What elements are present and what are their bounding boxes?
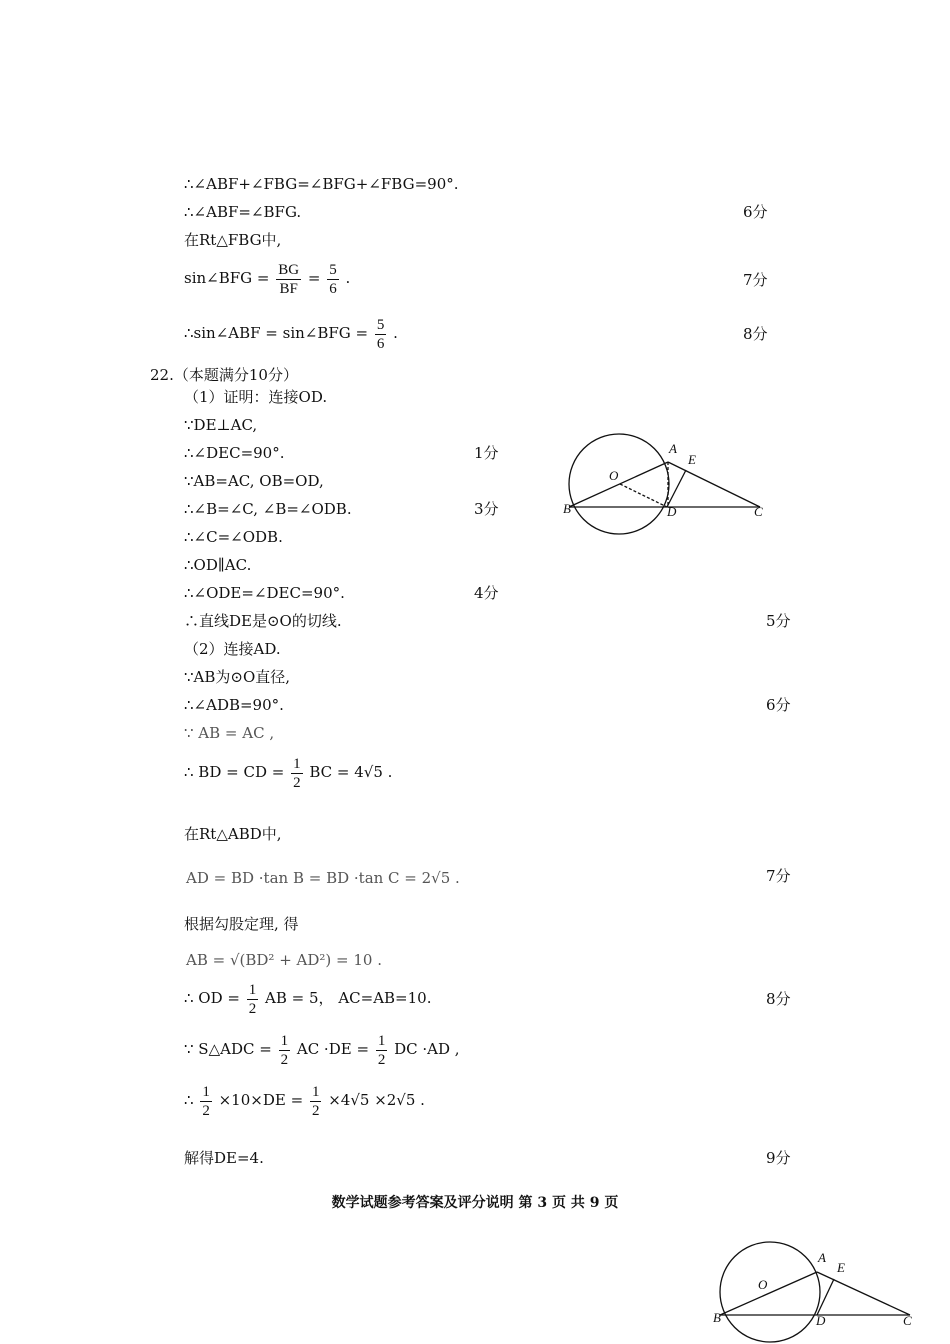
- circle-o-2: [720, 1242, 820, 1342]
- line-ad-tan: AD = BD ·tan B = BD ·tan C = 2√5 .: [186, 869, 460, 887]
- segment-de: [667, 470, 686, 507]
- line-pythagoras: 根据勾股定理, 得: [184, 915, 299, 933]
- fraction-5-6-b: $\frac{5}{6}$: [376, 316, 385, 352]
- fraction-half-e: $\frac{1}{2}$: [202, 1083, 210, 1119]
- line-area-adc: ∵ S△ADC = $\frac{1}{2}$ AC ·DE = $\frac{1}{2}$ DC ·AD ,: [184, 1032, 460, 1068]
- line-adb-90: ∴∠ADB=90°.: [184, 696, 284, 714]
- score-9: 9分: [766, 1149, 791, 1167]
- label-o-2: O: [758, 1277, 768, 1292]
- geometry-figure-main: [558, 428, 768, 543]
- fraction-bg-bf: $\frac{BG}{BF}$: [278, 261, 300, 297]
- line-in-rt-abd: 在Rt△ABD中,: [184, 825, 282, 843]
- score-8a: 8分: [743, 325, 768, 343]
- label-d-2: D: [816, 1313, 826, 1328]
- label-b: B: [563, 501, 571, 516]
- line-c-odb: ∴∠C=∠ODB.: [184, 528, 283, 546]
- label-a: A: [669, 441, 677, 456]
- fraction-half-b: $\frac{1}{2}$: [248, 981, 257, 1017]
- segment-ac: [668, 462, 760, 507]
- line-ab-sqrt: AB = √(BD² + AD²) = 10 .: [186, 951, 382, 969]
- line-bd-cd: ∴ BD = CD = $\frac{1}{2}$ BC = 4√5 .: [184, 755, 393, 791]
- score-3: 3分: [474, 500, 499, 518]
- line-od-half-ab: ∴ OD = $\frac{1}{2}$ AB = 5， AC=AB=10.: [184, 981, 432, 1017]
- fraction-half-a: $\frac{1}{2}$: [293, 755, 301, 791]
- fraction-half-f: $\frac{1}{2}$: [311, 1083, 320, 1119]
- line-in-rt-fbg: 在Rt△FBG中,: [184, 231, 282, 249]
- label-c-2: C: [903, 1313, 912, 1328]
- score-5: 5分: [766, 612, 791, 630]
- label-o: O: [609, 468, 619, 483]
- line-de-perp-ac: ∵DE⊥AC,: [184, 416, 258, 434]
- line-solve-de: ∴ $\frac{1}{2}$ ×10×DE = $\frac{1}{2}$ ×4√5 ×2√5 .: [184, 1083, 425, 1119]
- line-od-parallel-ac: ∴OD∥AC.: [184, 556, 252, 574]
- score-7b: 7分: [766, 867, 791, 885]
- question-22-header: 22.（本题满分10分）: [150, 366, 298, 384]
- line-ode-90: ∴∠ODE=∠DEC=90°.: [184, 584, 345, 602]
- page-footer: 数学试题参考答案及评分说明 第 3 页 共 9 页: [331, 1195, 619, 1211]
- label-a-2: A: [818, 1250, 826, 1265]
- fraction-half-d: $\frac{1}{2}$: [377, 1032, 386, 1068]
- line-de-result: 解得DE=4.: [184, 1149, 264, 1167]
- segment-od-dashed: [620, 484, 667, 507]
- line-ab-ac-ob-od: ∵AB=AC, OB=OD,: [184, 472, 324, 490]
- score-8b: 8分: [766, 990, 791, 1008]
- line-ab-eq-ac: ∵ AB = AC ,: [184, 724, 275, 742]
- label-c: C: [754, 504, 763, 519]
- fraction-5-6: $\frac{5}{6}$: [329, 261, 337, 297]
- score-1: 1分: [474, 444, 499, 462]
- score-6a: 6分: [743, 203, 768, 221]
- label-d: D: [667, 504, 677, 519]
- segment-ac-2: [817, 1272, 910, 1315]
- line-tangent: ∴直线DE是⊙O的切线.: [184, 612, 342, 630]
- score-7a: 7分: [743, 271, 768, 289]
- label-e-2: E: [837, 1260, 845, 1275]
- line-angle-sum: ∴∠ABF+∠FBG=∠BFG+∠FBG=90°.: [184, 175, 459, 193]
- line-ab-diameter: ∵AB为⊙O直径,: [184, 668, 291, 686]
- line-part2: （2）连接AD.: [184, 640, 281, 658]
- line-part1: （1）证明：连接OD.: [184, 388, 328, 406]
- score-4: 4分: [474, 584, 499, 602]
- line-sin-bfg: sin∠BFG = $\frac{BG}{BF}$ = $\frac{5}{6}$ .: [184, 261, 351, 297]
- segment-ba-2: [720, 1272, 817, 1315]
- line-dec-90: ∴∠DEC=90°.: [184, 444, 285, 462]
- geometry-figure-secondary: [708, 1236, 918, 1344]
- label-b-2: B: [713, 1310, 721, 1325]
- line-angle-b-c: ∴∠B=∠C, ∠B=∠ODB.: [184, 500, 352, 518]
- score-6b: 6分: [766, 696, 791, 714]
- line-angle-equal: ∴∠ABF=∠BFG.: [184, 203, 302, 221]
- fraction-half-c: $\frac{1}{2}$: [280, 1032, 289, 1068]
- line-sin-abf: ∴sin∠ABF = sin∠BFG = $\frac{5}{6}$ .: [184, 316, 398, 352]
- label-e: E: [688, 452, 696, 467]
